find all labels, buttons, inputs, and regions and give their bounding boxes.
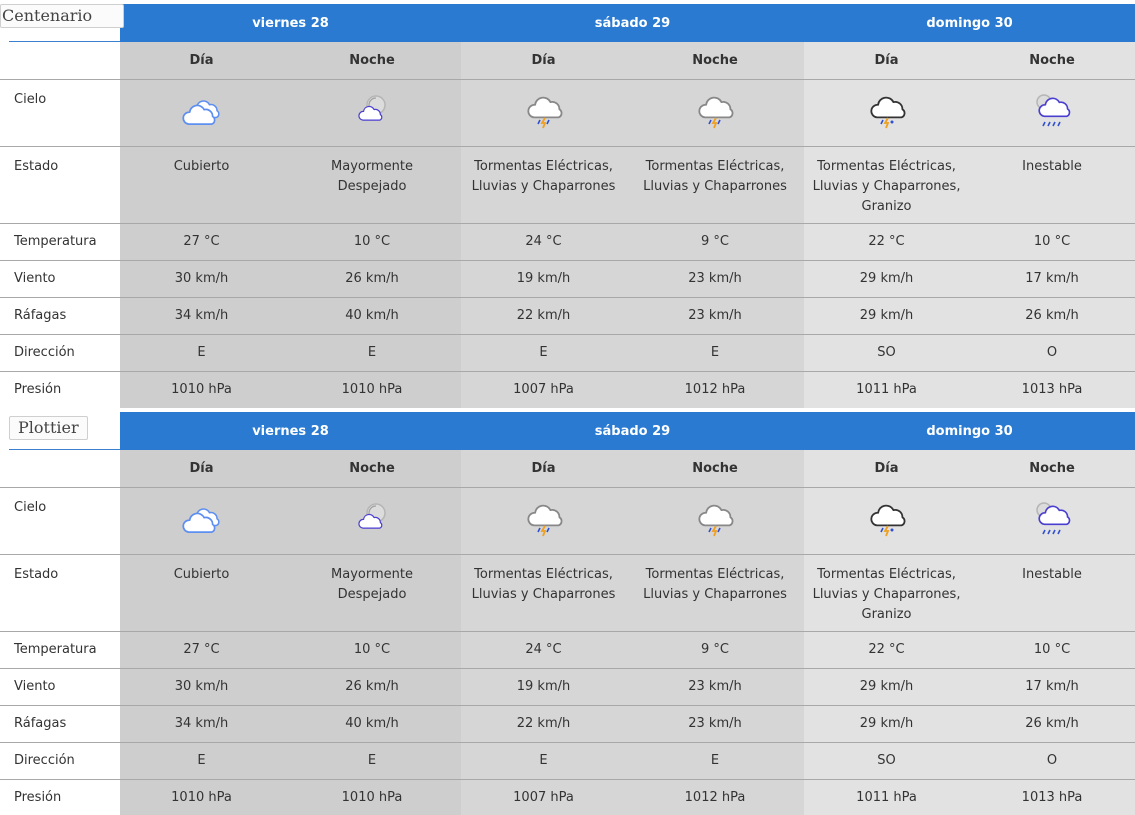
sky-cell	[626, 79, 804, 146]
direction-value: O	[969, 334, 1135, 371]
sky-cell	[626, 487, 804, 554]
gusts-value: 26 km/h	[969, 297, 1135, 334]
gusts-row	[0, 297, 1135, 334]
location-selector[interactable]: Plottier	[9, 416, 88, 440]
state-cell	[626, 146, 804, 223]
wind-value: 19 km/h	[461, 668, 626, 705]
pressure-value: 1010 hPa	[120, 371, 283, 408]
pressure-value: 1011 hPa	[804, 779, 969, 815]
empty-label-cell	[0, 450, 120, 487]
day-part-label: Noche	[969, 42, 1135, 79]
direction-value: E	[461, 334, 626, 371]
sky-cell	[804, 79, 969, 146]
sky-cell	[969, 487, 1135, 554]
thunderstorm-icon	[522, 119, 566, 134]
gusts-value: 23 km/h	[626, 297, 804, 334]
state-cell	[120, 146, 283, 223]
wind-value: 30 km/h	[120, 260, 283, 297]
gusts-value: 23 km/h	[626, 705, 804, 742]
sky-cell	[120, 487, 283, 554]
wind-value: 19 km/h	[461, 260, 626, 297]
row-label-temperature: Temperatura	[0, 223, 120, 260]
pressure-value: 1012 hPa	[626, 779, 804, 815]
row-label-direction: Dirección	[0, 334, 120, 371]
state-text-line: Despejado	[337, 178, 407, 194]
thunderstorm-icon	[693, 527, 737, 542]
state-text-line: Lluvias y Chaparrones	[643, 178, 787, 194]
direction-value: O	[969, 742, 1135, 779]
day-part-label: Noche	[283, 42, 461, 79]
state-cell	[626, 554, 804, 631]
state-row	[0, 146, 1135, 223]
location-cell	[0, 4, 120, 42]
sky-row	[0, 487, 1135, 554]
state-text-line: Mayormente	[331, 566, 413, 582]
wind-value: 23 km/h	[626, 260, 804, 297]
thunderstorm-icon	[522, 527, 566, 542]
state-text-line: Lluvias y Chaparrones,	[812, 586, 961, 602]
days-header-row	[0, 4, 1135, 42]
wind-value: 23 km/h	[626, 668, 804, 705]
state-row	[0, 554, 1135, 631]
day-part-row	[0, 450, 1135, 487]
state-text-line: Inestable	[1022, 158, 1082, 174]
row-label-wind: Viento	[0, 668, 120, 705]
day-header: domingo 30	[804, 4, 1135, 42]
state-text-line: Tormentas Eléctricas,	[645, 158, 785, 174]
sky-cell	[461, 487, 626, 554]
state-text-line: Tormentas Eléctricas,	[645, 566, 785, 582]
day-part-label: Noche	[283, 450, 461, 487]
forecast-table	[0, 412, 1135, 815]
empty-label-cell	[0, 42, 120, 79]
state-cell	[804, 554, 969, 631]
pressure-value: 1011 hPa	[804, 371, 969, 408]
pressure-value: 1010 hPa	[283, 779, 461, 815]
temperature-value: 10 °C	[969, 631, 1135, 668]
day-header: sábado 29	[461, 4, 804, 42]
forecast-block	[0, 412, 1135, 815]
gusts-row	[0, 705, 1135, 742]
wind-value: 17 km/h	[969, 260, 1135, 297]
day-part-label: Día	[461, 42, 626, 79]
day-header: viernes 28	[120, 412, 461, 450]
state-cell	[969, 554, 1135, 631]
gusts-value: 40 km/h	[283, 297, 461, 334]
row-label-gusts: Ráfagas	[0, 705, 120, 742]
pressure-value: 1007 hPa	[461, 779, 626, 815]
day-part-label: Día	[804, 42, 969, 79]
state-cell	[120, 554, 283, 631]
row-label-state: Estado	[0, 554, 120, 631]
state-cell	[461, 146, 626, 223]
unstable-rain-night-icon	[1030, 527, 1074, 542]
day-part-row	[0, 42, 1135, 79]
row-label-temperature: Temperatura	[0, 631, 120, 668]
row-label-gusts: Ráfagas	[0, 297, 120, 334]
direction-value: E	[626, 334, 804, 371]
row-label-pressure: Presión	[0, 371, 120, 408]
day-header: domingo 30	[804, 412, 1135, 450]
pressure-row	[0, 779, 1135, 815]
day-part-label: Día	[804, 450, 969, 487]
wind-row	[0, 668, 1135, 705]
direction-value: SO	[804, 334, 969, 371]
row-label-direction: Dirección	[0, 742, 120, 779]
gusts-value: 40 km/h	[283, 705, 461, 742]
temperature-value: 10 °C	[283, 631, 461, 668]
direction-value: E	[283, 742, 461, 779]
row-label-sky: Cielo	[0, 79, 120, 146]
day-part-label: Noche	[626, 42, 804, 79]
row-label-sky: Cielo	[0, 487, 120, 554]
row-label-pressure: Presión	[0, 779, 120, 815]
location-cell	[0, 412, 120, 450]
sky-cell	[283, 487, 461, 554]
temperature-value: 27 °C	[120, 223, 283, 260]
state-cell	[804, 146, 969, 223]
state-cell	[283, 146, 461, 223]
forecast-table	[0, 4, 1135, 408]
wind-value: 17 km/h	[969, 668, 1135, 705]
temperature-value: 24 °C	[461, 223, 626, 260]
temperature-value: 10 °C	[283, 223, 461, 260]
day-part-label: Día	[120, 42, 283, 79]
forecast-block	[0, 4, 1135, 408]
partly-cloudy-night-icon	[350, 527, 394, 542]
wind-value: 26 km/h	[283, 668, 461, 705]
state-text-line: Tormentas Eléctricas,	[474, 566, 613, 582]
direction-value: E	[283, 334, 461, 371]
temperature-value: 22 °C	[804, 223, 969, 260]
pressure-value: 1010 hPa	[283, 371, 461, 408]
state-text-line: Tormentas Eléctricas,	[817, 566, 956, 582]
location-underline	[9, 41, 120, 42]
state-text-line: Mayormente	[331, 158, 413, 174]
sky-cell	[804, 487, 969, 554]
day-part-label: Día	[120, 450, 283, 487]
pressure-value: 1013 hPa	[969, 371, 1135, 408]
gusts-value: 22 km/h	[461, 297, 626, 334]
cloudy-icon	[180, 527, 224, 542]
location-underline	[9, 449, 120, 450]
sky-cell	[969, 79, 1135, 146]
state-cell	[969, 146, 1135, 223]
sky-cell	[283, 79, 461, 146]
state-text-line: Lluvias y Chaparrones	[643, 586, 787, 602]
temperature-row	[0, 223, 1135, 260]
direction-row	[0, 742, 1135, 779]
state-text-line: Granizo	[861, 198, 912, 214]
state-text-line: Despejado	[337, 586, 407, 602]
partly-cloudy-night-icon	[350, 119, 394, 134]
day-part-label: Noche	[969, 450, 1135, 487]
temperature-value: 22 °C	[804, 631, 969, 668]
thunderstorm-hail-icon	[865, 527, 909, 542]
wind-value: 29 km/h	[804, 260, 969, 297]
state-text-line: Lluvias y Chaparrones	[471, 586, 616, 602]
cloudy-icon	[180, 119, 224, 134]
pressure-value: 1012 hPa	[626, 371, 804, 408]
day-part-label: Noche	[626, 450, 804, 487]
state-text-line: Inestable	[1022, 566, 1082, 582]
state-text-line: Lluvias y Chaparrones,	[812, 178, 961, 194]
temperature-value: 24 °C	[461, 631, 626, 668]
wind-value: 29 km/h	[804, 668, 969, 705]
pressure-value: 1007 hPa	[461, 371, 626, 408]
wind-row	[0, 260, 1135, 297]
day-header: sábado 29	[461, 412, 804, 450]
temperature-value: 27 °C	[120, 631, 283, 668]
temperature-value: 9 °C	[626, 223, 804, 260]
pressure-value: 1010 hPa	[120, 779, 283, 815]
location-selector[interactable]: Centenario	[0, 4, 124, 28]
gusts-value: 34 km/h	[120, 705, 283, 742]
direction-value: E	[120, 334, 283, 371]
pressure-row	[0, 371, 1135, 408]
state-text-line: Cubierto	[173, 158, 230, 174]
state-text-line: Tormentas Eléctricas,	[817, 158, 956, 174]
thunderstorm-icon	[693, 119, 737, 134]
gusts-value: 29 km/h	[804, 705, 969, 742]
days-header-row	[0, 412, 1135, 450]
unstable-rain-night-icon	[1030, 119, 1074, 134]
state-cell	[461, 554, 626, 631]
gusts-value: 29 km/h	[804, 297, 969, 334]
day-part-label: Día	[461, 450, 626, 487]
direction-value: E	[626, 742, 804, 779]
state-text-line: Lluvias y Chaparrones	[471, 178, 616, 194]
temperature-row	[0, 631, 1135, 668]
row-label-wind: Viento	[0, 260, 120, 297]
state-text-line: Tormentas Eléctricas,	[474, 158, 613, 174]
direction-row	[0, 334, 1135, 371]
direction-value: E	[120, 742, 283, 779]
gusts-value: 26 km/h	[969, 705, 1135, 742]
wind-value: 30 km/h	[120, 668, 283, 705]
row-label-state: Estado	[0, 146, 120, 223]
day-header: viernes 28	[120, 4, 461, 42]
wind-value: 26 km/h	[283, 260, 461, 297]
state-cell	[283, 554, 461, 631]
gusts-value: 34 km/h	[120, 297, 283, 334]
gusts-value: 22 km/h	[461, 705, 626, 742]
pressure-value: 1013 hPa	[969, 779, 1135, 815]
temperature-value: 10 °C	[969, 223, 1135, 260]
sky-cell	[120, 79, 283, 146]
direction-value: E	[461, 742, 626, 779]
state-text-line: Cubierto	[173, 566, 230, 582]
state-text-line: Granizo	[861, 606, 912, 622]
sky-cell	[461, 79, 626, 146]
thunderstorm-hail-icon	[865, 119, 909, 134]
sky-row	[0, 79, 1135, 146]
direction-value: SO	[804, 742, 969, 779]
temperature-value: 9 °C	[626, 631, 804, 668]
